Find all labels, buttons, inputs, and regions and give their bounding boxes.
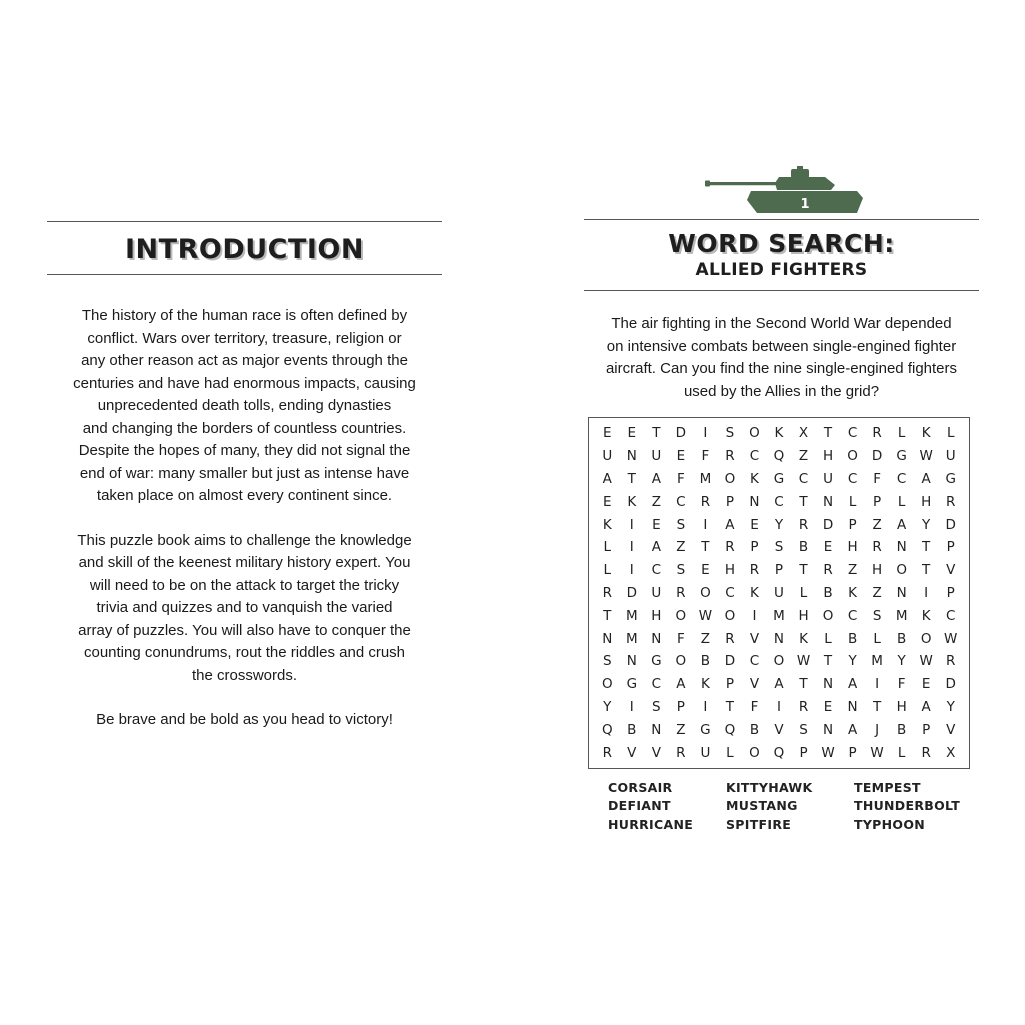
grid-cell[interactable]: H: [872, 562, 883, 579]
title-divider: [584, 290, 979, 291]
grid-cell[interactable]: I: [703, 516, 708, 533]
word-list-column: [608, 779, 726, 835]
grid-cell[interactable]: C: [651, 676, 662, 693]
word-list: [608, 779, 979, 835]
grid-cell[interactable]: W: [698, 607, 713, 624]
intro-closing: Be brave and be bold as you head to victory!: [96, 711, 393, 728]
page-title: INTRODUCTION: [125, 234, 364, 265]
grid-cell[interactable]: Q: [724, 721, 736, 738]
grid-cell[interactable]: N: [626, 653, 637, 670]
grid-cell[interactable]: O: [773, 653, 785, 670]
intro-paragraph-2: [47, 530, 442, 688]
text-line: the crosswords.: [191, 666, 298, 684]
grid-cell[interactable]: Q: [773, 744, 785, 761]
grid-cell[interactable]: R: [676, 584, 686, 601]
grid-cell[interactable]: A: [725, 516, 735, 533]
word-search-grid[interactable]: [588, 417, 970, 769]
grid-cell[interactable]: E: [701, 562, 710, 579]
grid-cell[interactable]: K: [750, 470, 759, 487]
grid-row: [589, 536, 969, 559]
grid-row: [589, 741, 969, 764]
grid-cell[interactable]: I: [629, 539, 634, 556]
text-line: taken place on almost every continent since.: [96, 487, 393, 504]
grid-cell[interactable]: B: [627, 721, 637, 738]
grid-cell[interactable]: Y: [848, 653, 857, 670]
grid-cell[interactable]: K: [602, 516, 612, 533]
grid-cell[interactable]: S: [872, 607, 882, 624]
grid-cell[interactable]: C: [774, 493, 784, 510]
grid-cell[interactable]: R: [946, 493, 956, 510]
grid-cell[interactable]: G: [700, 721, 711, 738]
grid-cell[interactable]: S: [602, 653, 612, 670]
grid-row: [589, 627, 969, 650]
grid-cell[interactable]: I: [703, 425, 708, 442]
grid-cell[interactable]: D: [945, 676, 956, 693]
grid-cell[interactable]: B: [749, 721, 760, 738]
grid-cell[interactable]: D: [626, 584, 637, 601]
grid-cell[interactable]: U: [602, 448, 613, 465]
grid-cell[interactable]: Z: [676, 539, 686, 556]
page-title: WORD SEARCH:: [668, 229, 895, 258]
introduction-page: [47, 221, 442, 732]
grid-cell[interactable]: E: [603, 425, 612, 442]
grid-cell[interactable]: R: [725, 539, 735, 556]
grid-cell[interactable]: W: [919, 653, 933, 670]
text-line: and changing the borders of countless countries.: [82, 419, 407, 437]
grid-cell[interactable]: G: [626, 676, 638, 693]
grid-cell[interactable]: T: [627, 470, 636, 487]
text-line: on intensive combats between single-engined fighter: [606, 337, 957, 355]
puzzle-description: [584, 313, 979, 403]
grid-cell[interactable]: U: [774, 584, 784, 601]
grid-cell[interactable]: S: [799, 721, 808, 738]
grid-cell[interactable]: C: [725, 584, 735, 601]
grid-cell[interactable]: P: [946, 584, 955, 601]
tank-icon-wrap: [584, 165, 979, 219]
grid-cell[interactable]: I: [703, 698, 708, 715]
grid-cell[interactable]: H: [798, 607, 809, 624]
grid-cell[interactable]: K: [627, 493, 637, 510]
grid-cell[interactable]: E: [627, 425, 637, 442]
grid-cell[interactable]: T: [823, 425, 833, 442]
grid-row: [589, 718, 969, 741]
grid-cell[interactable]: F: [676, 470, 685, 487]
grid-cell[interactable]: X: [798, 425, 809, 442]
grid-cell[interactable]: P: [848, 516, 857, 533]
grid-cell[interactable]: W: [821, 744, 835, 761]
grid-cell[interactable]: M: [625, 630, 638, 647]
word-search-page: [584, 165, 979, 834]
grid-cell[interactable]: N: [822, 721, 834, 738]
grid-cell[interactable]: H: [896, 698, 907, 715]
text-line: and skill of the keenest military history expert. You: [78, 554, 411, 571]
grid-row: [589, 650, 969, 673]
title-divider: [47, 274, 442, 275]
grid-cell[interactable]: L: [897, 425, 906, 442]
text-line: any other reason act as major events through the: [81, 352, 408, 369]
grid-cell[interactable]: L: [897, 744, 906, 761]
grid-cell[interactable]: O: [601, 676, 613, 693]
grid-cell[interactable]: K: [750, 584, 759, 601]
grid-cell[interactable]: L: [897, 493, 906, 510]
text-line: Despite the hopes of many, they did not signal the: [78, 442, 411, 459]
grid-cell[interactable]: U: [651, 448, 662, 465]
grid-cell[interactable]: B: [798, 539, 809, 556]
grid-cell[interactable]: R: [725, 448, 735, 465]
grid-cell[interactable]: P: [725, 676, 734, 693]
grid-cell[interactable]: K: [921, 607, 931, 624]
grid-cell[interactable]: D: [724, 653, 736, 670]
grid-cell[interactable]: V: [651, 744, 661, 761]
grid-cell[interactable]: C: [749, 448, 760, 465]
grid-cell[interactable]: Q: [773, 448, 785, 465]
word-list-item: CORSAIR: [608, 779, 673, 795]
grid-cell[interactable]: O: [749, 425, 760, 442]
grid-cell[interactable]: B: [847, 630, 858, 647]
grid-cell[interactable]: O: [724, 470, 736, 487]
grid-cell[interactable]: T: [652, 425, 661, 442]
grid-cell[interactable]: F: [897, 676, 906, 693]
grid-cell[interactable]: U: [700, 744, 711, 761]
grid-cell[interactable]: P: [848, 744, 857, 761]
grid-cell[interactable]: O: [700, 584, 711, 601]
grid-cell[interactable]: O: [847, 448, 858, 465]
grid-cell[interactable]: L: [946, 425, 955, 442]
grid-cell[interactable]: T: [922, 562, 931, 579]
grid-cell[interactable]: F: [873, 470, 881, 487]
grid-cell[interactable]: N: [822, 493, 834, 510]
grid-cell[interactable]: R: [921, 744, 931, 761]
grid-cell[interactable]: N: [749, 493, 760, 510]
grid-cell[interactable]: D: [945, 516, 956, 533]
grid-cell[interactable]: L: [848, 493, 857, 510]
grid-row: [589, 445, 969, 468]
grid-cell[interactable]: S: [652, 698, 661, 715]
grid-cell[interactable]: P: [725, 493, 734, 510]
grid-cell[interactable]: T: [799, 676, 808, 693]
grid-cell[interactable]: I: [776, 698, 781, 715]
grid-cell[interactable]: R: [602, 584, 612, 601]
grid-cell[interactable]: Z: [676, 721, 686, 738]
grid-cell[interactable]: V: [774, 721, 784, 738]
grid-cell[interactable]: Z: [847, 562, 858, 579]
grid-cell[interactable]: B: [897, 630, 907, 647]
grid-cell[interactable]: T: [603, 607, 612, 624]
grid-cell[interactable]: I: [875, 676, 880, 693]
grid-cell[interactable]: V: [749, 630, 760, 647]
grid-cell[interactable]: O: [675, 607, 687, 624]
grid-cell[interactable]: A: [847, 721, 858, 738]
grid-row: [589, 559, 969, 582]
grid-row: [589, 490, 969, 513]
grid-cell[interactable]: C: [749, 653, 760, 670]
grid-cell[interactable]: N: [847, 698, 858, 715]
grid-cell[interactable]: S: [676, 562, 686, 579]
grid-cell[interactable]: Z: [651, 493, 661, 510]
grid-cell[interactable]: P: [676, 698, 685, 715]
text-line: counting conundrums, rout the riddles and crush: [83, 644, 406, 661]
grid-cell[interactable]: C: [676, 493, 686, 510]
text-line: aircraft. Can you find the nine single-engined fighters: [605, 360, 958, 377]
grid-cell[interactable]: P: [922, 721, 931, 738]
grid-cell[interactable]: F: [676, 630, 685, 647]
grid-cell[interactable]: R: [798, 698, 809, 715]
grid-cell[interactable]: P: [750, 539, 759, 556]
grid-cell[interactable]: H: [724, 562, 735, 579]
grid-cell[interactable]: W: [944, 630, 958, 647]
grid-cell[interactable]: R: [725, 630, 735, 647]
grid-cell[interactable]: K: [921, 425, 931, 442]
grid-cell[interactable]: R: [676, 744, 686, 761]
text-line: array of puzzles. You will also have to conquer the: [78, 621, 411, 639]
grid-cell[interactable]: L: [726, 744, 734, 761]
grid-cell[interactable]: T: [799, 493, 808, 510]
word-list-item: TEMPEST: [854, 779, 921, 795]
grid-cell[interactable]: R: [946, 653, 956, 670]
grid-cell[interactable]: B: [700, 653, 711, 670]
grid-cell[interactable]: O: [920, 630, 932, 647]
grid-cell[interactable]: N: [626, 448, 637, 465]
grid-cell[interactable]: E: [750, 516, 759, 533]
grid-cell[interactable]: T: [799, 562, 808, 579]
text-line: conflict. Wars over territory, treasure, religion or: [87, 329, 402, 347]
grid-cell[interactable]: D: [675, 425, 687, 442]
top-divider: [584, 219, 979, 220]
grid-cell[interactable]: Y: [922, 516, 931, 533]
grid-cell[interactable]: A: [921, 698, 931, 715]
grid-cell[interactable]: E: [603, 493, 612, 510]
grid-cell[interactable]: L: [824, 630, 832, 647]
grid-cell[interactable]: N: [896, 539, 907, 556]
text-line: The air fighting in the Second World War depended: [611, 315, 952, 332]
grid-cell[interactable]: O: [749, 744, 760, 761]
grid-cell[interactable]: R: [798, 516, 809, 533]
word-list-item: KITTYHAWK: [726, 779, 813, 795]
grid-cell[interactable]: W: [796, 653, 811, 670]
text-line: centuries and have had enormous impacts, causing: [73, 374, 416, 392]
grid-cell[interactable]: T: [922, 539, 931, 556]
grid-row: [589, 673, 969, 696]
tank-number: 1: [799, 197, 810, 212]
grid-cell[interactable]: L: [603, 562, 612, 579]
grid-cell[interactable]: O: [724, 607, 736, 624]
grid-cell[interactable]: E: [676, 448, 686, 465]
grid-cell[interactable]: H: [921, 493, 932, 510]
grid-cell[interactable]: A: [651, 539, 661, 556]
grid-cell[interactable]: S: [676, 516, 686, 533]
grid-cell[interactable]: R: [872, 425, 882, 442]
grid-cell[interactable]: P: [873, 493, 882, 510]
grid-cell[interactable]: J: [875, 721, 880, 738]
grid-cell[interactable]: N: [773, 630, 785, 647]
intro-body: [47, 305, 442, 732]
grid-cell[interactable]: S: [725, 425, 735, 442]
grid-cell[interactable]: P: [946, 539, 955, 556]
grid-cell[interactable]: C: [945, 607, 956, 624]
grid-cell[interactable]: R: [872, 539, 882, 556]
grid-cell[interactable]: P: [774, 562, 784, 579]
grid-cell[interactable]: B: [823, 584, 833, 601]
page-subtitle: ALLIED FIGHTERS: [695, 260, 868, 280]
grid-cell[interactable]: A: [651, 470, 661, 487]
grid-cell[interactable]: N: [896, 584, 907, 601]
grid-cell[interactable]: L: [799, 584, 808, 601]
grid-cell[interactable]: C: [651, 562, 662, 579]
grid-cell[interactable]: V: [946, 721, 956, 738]
text-line: unprecedented death tolls, ending dynasties: [97, 397, 392, 414]
grid-cell[interactable]: Y: [603, 698, 612, 715]
grid-cell[interactable]: A: [847, 676, 858, 693]
grid-cell[interactable]: G: [945, 470, 956, 487]
grid-cell[interactable]: F: [750, 698, 759, 715]
text-line: will need to be on the attack to target the tricky: [89, 576, 400, 594]
grid-cell[interactable]: V: [627, 744, 637, 761]
tank-icon: [697, 165, 867, 219]
word-list-item: THUNDERBOLT: [854, 798, 961, 814]
grid-cell[interactable]: I: [629, 516, 634, 533]
grid-cell[interactable]: W: [870, 744, 884, 761]
grid-row: [589, 513, 969, 536]
intro-paragraph-1: [47, 305, 442, 508]
grid-cell[interactable]: H: [847, 539, 858, 556]
grid-cell[interactable]: B: [897, 721, 907, 738]
grid-cell[interactable]: Q: [601, 721, 613, 738]
grid-cell[interactable]: E: [652, 516, 661, 533]
grid-cell[interactable]: R: [700, 493, 711, 510]
grid-cell[interactable]: X: [946, 744, 956, 761]
grid-cell[interactable]: E: [823, 698, 833, 715]
grid-cell[interactable]: S: [774, 539, 784, 556]
grid-cell[interactable]: K: [774, 425, 784, 442]
grid-cell[interactable]: Y: [897, 653, 906, 670]
grid-cell[interactable]: L: [873, 630, 881, 647]
grid-cell[interactable]: K: [700, 676, 710, 693]
grid-row: [589, 582, 969, 605]
grid-cell[interactable]: V: [749, 676, 760, 693]
grid-cell[interactable]: R: [602, 744, 612, 761]
grid-cell[interactable]: V: [946, 562, 956, 579]
grid-cell[interactable]: C: [896, 470, 907, 487]
word-list-item: MUSTANG: [726, 798, 798, 814]
word-list-item: SPITFIRE: [726, 816, 792, 832]
top-divider: [47, 221, 442, 222]
grid-row: [589, 604, 969, 627]
grid-cell[interactable]: P: [799, 744, 808, 761]
grid-cell[interactable]: M: [871, 653, 883, 670]
grid-cell[interactable]: U: [651, 584, 662, 601]
grid-cell[interactable]: M: [895, 607, 908, 624]
text-line: This puzzle book aims to challenge the knowledge: [77, 531, 412, 549]
grid-cell[interactable]: I: [924, 584, 929, 601]
grid-cell[interactable]: N: [651, 630, 662, 647]
grid-cell[interactable]: A: [602, 470, 612, 487]
grid-cell[interactable]: R: [749, 562, 760, 579]
grid-cell[interactable]: Z: [872, 584, 882, 601]
text-line: end of war: many smaller but just as intense have: [79, 464, 410, 482]
grid-cell[interactable]: T: [823, 653, 833, 670]
grid-cell[interactable]: N: [651, 721, 662, 738]
grid-cell[interactable]: I: [752, 607, 757, 624]
grid-cell[interactable]: D: [871, 448, 883, 465]
text-line: trivia and quizzes and to vanquish the varied: [96, 599, 393, 616]
grid-cell[interactable]: Y: [946, 698, 955, 715]
grid-cell[interactable]: G: [651, 653, 662, 670]
grid-cell[interactable]: H: [651, 607, 662, 624]
grid-cell[interactable]: Z: [798, 448, 809, 465]
grid-cell[interactable]: R: [823, 562, 833, 579]
grid-cell[interactable]: G: [896, 448, 907, 465]
grid-cell[interactable]: A: [676, 676, 686, 693]
grid-cell[interactable]: W: [919, 448, 933, 465]
grid-cell[interactable]: N: [822, 676, 834, 693]
grid-cell[interactable]: A: [774, 676, 784, 693]
grid-cell[interactable]: C: [847, 470, 858, 487]
grid-row: [589, 422, 969, 445]
grid-cell[interactable]: G: [773, 470, 785, 487]
grid-cell[interactable]: A: [897, 516, 907, 533]
grid-cell[interactable]: E: [823, 539, 833, 556]
grid-cell[interactable]: K: [799, 630, 808, 647]
grid-cell[interactable]: A: [921, 470, 931, 487]
grid-cell[interactable]: O: [896, 562, 907, 579]
grid-cell[interactable]: C: [847, 607, 858, 624]
word-list-item: TYPHOON: [854, 816, 926, 832]
grid-cell[interactable]: M: [699, 470, 712, 487]
grid-cell[interactable]: C: [798, 470, 809, 487]
grid-cell[interactable]: E: [921, 676, 931, 693]
text-line: used by the Allies in the grid?: [683, 382, 880, 400]
text-line: The history of the human race is often defined by: [81, 307, 408, 324]
grid-cell[interactable]: D: [822, 516, 834, 533]
grid-cell[interactable]: L: [603, 539, 612, 556]
grid-cell[interactable]: Y: [774, 516, 784, 533]
grid-row: [589, 696, 969, 719]
grid-cell[interactable]: N: [602, 630, 613, 647]
word-list-item: DEFIANT: [608, 798, 671, 814]
grid-cell[interactable]: T: [701, 539, 710, 556]
grid-row: [589, 468, 969, 491]
grid-cell[interactable]: O: [822, 607, 834, 624]
grid-cell[interactable]: T: [872, 698, 882, 715]
grid-cell[interactable]: C: [847, 425, 858, 442]
word-list-column: [726, 779, 854, 835]
word-list-item: HURRICANE: [608, 816, 694, 832]
grid-cell[interactable]: Z: [872, 516, 882, 533]
grid-cell[interactable]: I: [629, 562, 634, 579]
grid-cell[interactable]: K: [848, 584, 857, 601]
grid-cell[interactable]: H: [822, 448, 834, 465]
grid-cell[interactable]: O: [675, 653, 687, 670]
grid-cell[interactable]: T: [725, 698, 735, 715]
grid-cell[interactable]: U: [823, 470, 833, 487]
grid-cell[interactable]: U: [945, 448, 956, 465]
grid-cell[interactable]: M: [625, 607, 638, 624]
grid-cell[interactable]: F: [701, 448, 710, 465]
grid-cell[interactable]: I: [629, 698, 634, 715]
grid-cell[interactable]: M: [773, 607, 785, 624]
word-list-column: [854, 779, 960, 835]
grid-cell[interactable]: Z: [700, 630, 711, 647]
